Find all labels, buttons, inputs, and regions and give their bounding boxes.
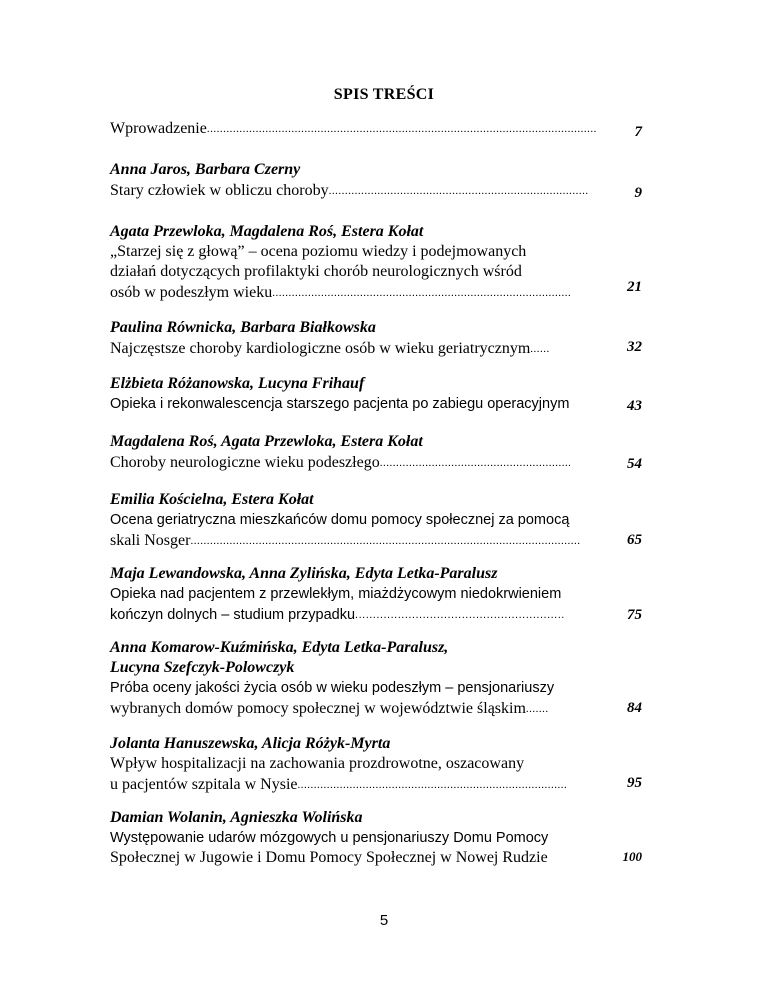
page-number: 84 — [627, 700, 642, 716]
dot-leader — [272, 282, 572, 303]
entry-authors: Maja Lewandowska, Anna Zylińska, Edyta Letka-Paralusz — [110, 565, 498, 582]
toc-entry — [110, 808, 640, 868]
entry-title: Opieka nad pacjentem z przewlekłym, miażdżycowym niedokrwieniem — [110, 586, 562, 602]
toc-entry-line — [110, 180, 640, 201]
dot-leader — [355, 604, 565, 625]
dot-leader — [526, 698, 548, 719]
toc-entry — [110, 160, 640, 201]
entry-title: kończyn dolnych – studium przypadku — [110, 607, 356, 623]
entry-title: skali Nosger — [110, 532, 191, 549]
page-number: 9 — [634, 185, 642, 201]
entry-authors: Lucyna Szefczyk-Polowczyk — [110, 659, 295, 676]
entry-authors: Anna Komarow-Kuźmińska, Edyta Letka-Paralusz, — [110, 639, 449, 656]
page-number: 7 — [634, 124, 642, 140]
toc-entry-line — [110, 262, 640, 282]
entry-title: Występowanie udarów mózgowych u pensjonariuszy Domu Pomocy — [110, 830, 549, 846]
toc-entry — [110, 564, 640, 625]
entry-authors: Emilia Kościelna, Estera Kołat — [110, 491, 314, 508]
entry-authors: Agata Przewloka, Magdalena Roś, Estera Kołat — [110, 223, 424, 240]
page-number: 54 — [627, 456, 642, 472]
entry-authors: Jolanta Hanuszewska, Alicja Różyk-Myrta — [110, 735, 391, 752]
dot-leader — [530, 338, 550, 359]
toc-entry — [110, 734, 640, 795]
toc-entry-line — [110, 510, 640, 530]
entry-authors: Damian Wolanin, Agnieszka Wolińska — [110, 809, 363, 826]
entry-title: Najczęstsze choroby kardiologiczne osób w wieku geriatrycznym — [110, 340, 531, 357]
entry-title: Ocena geriatryczna mieszkańców domu pomocy społecznej za pomocą — [110, 512, 570, 528]
page-number: 100 — [622, 849, 642, 864]
entry-title: wybranych domów pomocy społecznej w województwie śląskim — [110, 700, 526, 717]
toc-entry-line — [110, 394, 640, 414]
toc-entry-line — [110, 698, 640, 719]
entry-title: działań dotyczących profilaktyki chorób neurologicznych wśród — [110, 263, 522, 280]
entry-title: Społecznej w Jugowie i Domu Pomocy Społecznej w Nowej Rudzie — [110, 849, 548, 866]
entry-authors: Elżbieta Różanowska, Lucyna Frihauf — [110, 375, 365, 392]
toc-entry-line — [110, 338, 640, 359]
page-number: 21 — [627, 279, 642, 295]
page-number: 32 — [627, 339, 642, 355]
page-number: 75 — [627, 607, 642, 623]
entry-title: u pacjentów szpitala w Nysie — [110, 776, 298, 793]
toc-entry-line — [110, 848, 640, 868]
toc-entry-line — [110, 530, 640, 551]
entry-title: Wpływ hospitalizacji na zachowania prozdrowotne, oszacowany — [110, 755, 525, 772]
entry-title: Stary człowiek w obliczu choroby — [110, 182, 329, 199]
toc-entry-line — [110, 774, 640, 795]
toc-entry — [110, 432, 640, 473]
toc-entry-line — [110, 118, 640, 139]
page-number: 65 — [627, 532, 642, 548]
page-title: SPIS TREŚCI — [333, 86, 435, 103]
entry-authors: Paulina Równicka, Barbara Białkowska — [110, 319, 376, 336]
dot-leader — [380, 452, 570, 473]
entry-title: Opieka i rekonwalescencja starszego pacjenta po zabiegu operacyjnym — [110, 396, 570, 412]
toc-entry-line — [110, 828, 640, 848]
dot-leader — [207, 118, 597, 139]
entry-title: osób w podeszłym wieku — [110, 284, 273, 301]
page-number: 95 — [627, 775, 642, 791]
toc-entry — [110, 374, 640, 414]
entry-authors: Magdalena Roś, Agata Przewloka, Estera Kołat — [110, 433, 423, 450]
toc-entry-line — [110, 584, 640, 604]
dot-leader — [329, 180, 589, 201]
toc-entry-line — [110, 242, 640, 262]
toc-entry — [110, 222, 640, 303]
entry-authors: Anna Jaros, Barbara Czerny — [110, 161, 301, 178]
toc-entry — [110, 490, 640, 551]
page-number: 43 — [627, 398, 642, 414]
toc-entry-line — [110, 452, 640, 473]
toc-entry-line — [110, 604, 640, 625]
entry-title: Wprowadzenie — [110, 120, 207, 137]
toc-entry-line — [110, 754, 640, 774]
toc-entry-line — [110, 678, 640, 698]
toc-entry — [110, 318, 640, 359]
page-footer-number: 5 — [379, 912, 389, 929]
dot-leader — [190, 530, 580, 551]
entry-title: Próba oceny jakości życia osób w wieku podeszłym – pensjonariuszy — [110, 680, 555, 696]
toc-entry — [110, 638, 640, 719]
toc-entry-intro — [110, 118, 640, 139]
entry-title: Choroby neurologiczne wieku podeszłego — [110, 454, 380, 471]
toc-entry-line — [110, 282, 640, 303]
entry-title: „Starzej się z głową” – ocena poziomu wiedzy i podejmowanych — [110, 243, 527, 260]
dot-leader — [298, 774, 568, 795]
